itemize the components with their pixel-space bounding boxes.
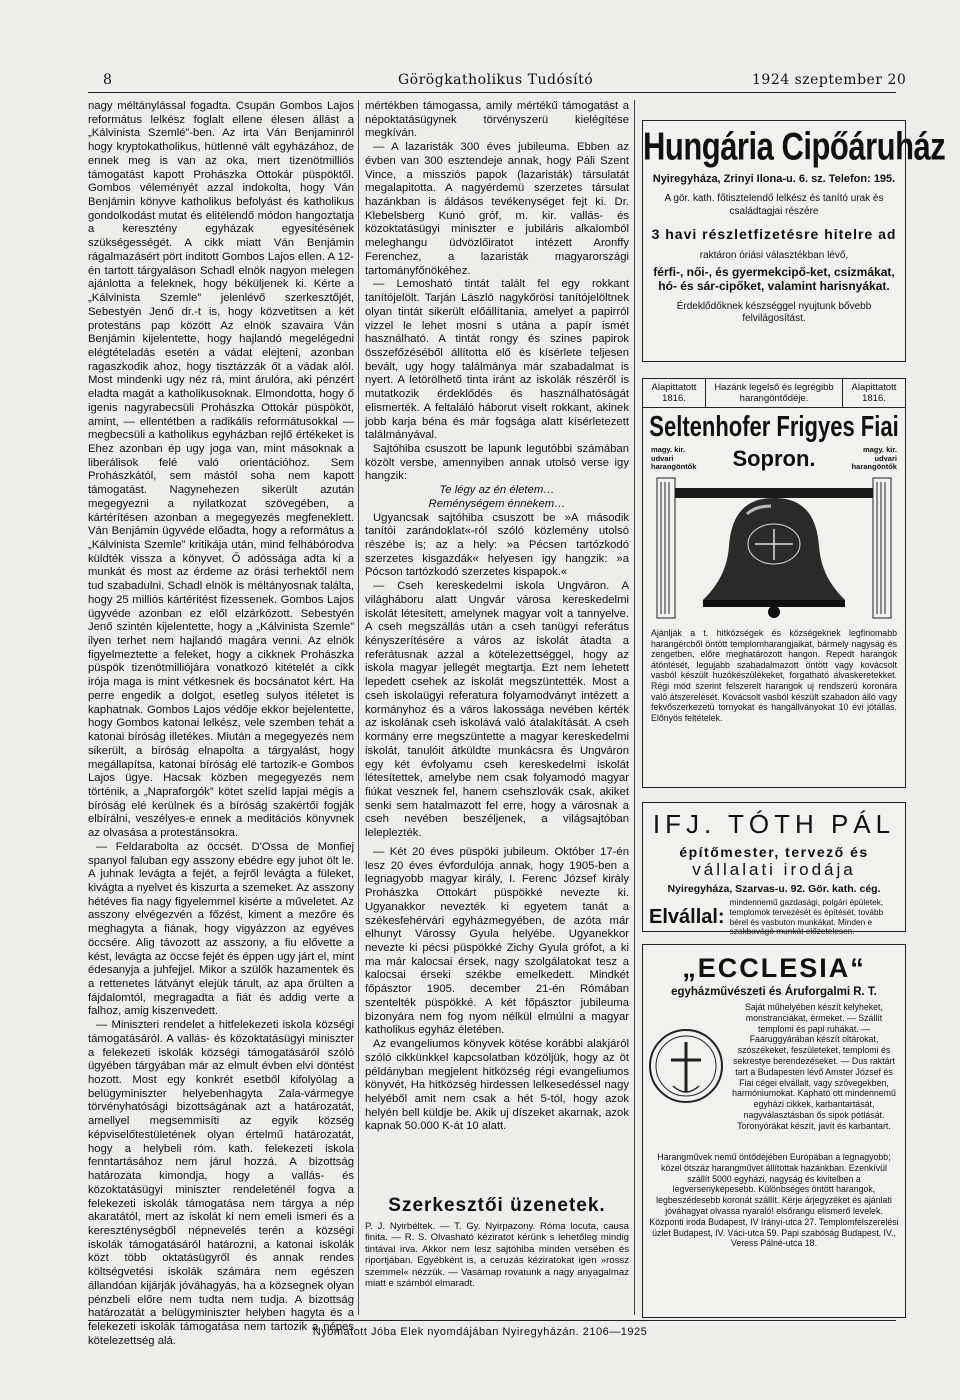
ad-text: Saját műhelyében készít kelyheket, monstranciákat, érmeket. — Szállít templomi és papi ruhákat. — Faáruggyárában készít oltárokat, szószékeket, feszületeket, templomi és sekrestye berendezéseket. — Dus raktárt tart a Budapesten lévő Amster József és Fiai cégei elvállalt, vagy szövegekben, harmóniumokat. Kapható ott mindennemű egyházi cikkek, karbantartását, nagyválasztásban ős sipok pótlását. Toronyórákat készít, javít és karbantart.	[732, 1002, 896, 1131]
article-paragraph: Ugyancsak sajtóhiba csuszott be »A második tanítói zarándoklat«-ról szóló közlemény utolsó részébe is; az a hely: »a Pécsen tartózkodó szerzetes kisgazdák« helyesen igy hangzik: »a Pócson tartózkodó szerzetes kispapok.«	[365, 511, 629, 579]
ad-profession: építőmester, tervező és	[679, 844, 869, 860]
editorial-title: Szerkesztői üzenetek.	[388, 1195, 606, 1216]
article-column-1	[88, 100, 354, 1347]
ad-seltenhofer-bell-foundry	[642, 378, 906, 788]
article-paragraph: nagy méltánylással fogadta. Csupán Gombos Lajos református lelkész foglalt ellene élesen állást a „Kálvinista Szemlé”-ben. Az irta Ván Benjaminról hogy kryptokatholikus, hütlenné vált egyházához, de ennek meg is van az oka, mert tizenötmilliós támogatást kapott Prohászka Ottokár püspöktől. Gombos véleményét azzal indokolta, hogy Ván Benjámin könyve katholikus befolyást és katholikus gondolkodást mutat és elitélendő módon hangoztatja a keresztény egyházak egyesitésének szükségességét. A cikk miatt Ván Benjámin rágalmazásért pört inditott Gombos Lajos ellen. A 12-én tartott tárgyaláson Schadl elnök nagyon melegen ajánlotta a feleknek, hogy béküljenek ki. Kérte a „Kálvinista Szemle” jelenlévő szerkesztőjét, Sebestyén Jenő dr.-t is, hogy közvetitsen a két protestáns pap között Az elnök szavaira Ván Benjámin kijelentette, hogy hajlandó megelégedni elégtételadás esetén a vádat elejteni, azonban ragaszkodik ahoz, hogy tisztázzák őt a vádak alól. Most mindenki ugy néz rá, mint árulóra, aki pénzért eladta magát a katholikusoknak. Elmondotta, hogy ő igenis nagyrabecsüli Prohászka Ottokár püspököt, amint, — ellentétben a radikális reformátusokkal — megbecsüli a katholikus egyházban rejlő értékeket is Ehez azonban ép ugy joga van, mint másoknak a liberálisok felé való orientációhoz. Sem Prohászkától, sem mástól soha nem kapott támogatást. Nagynehezen sikerült azután megegyezni a nyilatkozat szövegében, a kártérítésen azonban a megegyezés megfeneklett. Ván Benjámin ügyvéde előadta, hogy a református a „Kálvinista Szemle” kritikája után, mind felhábórodva küldték vissza a könyvet. Ő adóssága adta ki a munkát és most az érdeme az örási terhektől nem tud szabadulni. Schadl elnök is méltányosnak találta, hogy 25 milliós kártéritést fizessenek. Gombos Lajos ügyvéde azonban ez elől elzárkózott. Sebestyén Jenő szintén kijelentette, hogy a „Kálvinista Szemle” ilyen terhet nem hajlandó magára venni. Az elnök figyelmeztette a feleket, hogy a cikknek Prohászka püspök tizenötmilliójára vonatkozó kitételét a cikk irója maga is mint vétkesnek és bocsánatot kért. Ha perre engedik a dolgot, esetleg sulyos itéletet is kaphatnak. Gombos Lajos védője ekkor bejelentette, hogy Gombos katonai lelkész, vele szemben tehát a katonai bíróság illetékes. Miután a megegyezés nem sikerült, a bíróság elnapolta a tárgyalást, hogy megállapítsa, katonai bíróság elé tartozik-e Gombos Lajos ügye. Hacsak közben megegyezés nem történik, a „Napraforgók” kötet szelíd lapjai mégis a bíróság elé kerülnek és a bíróság szakértői fogják elbírálni, veszélyes-e ennek a meditációs könyvnek az olvasása a protestánsokra.	[88, 100, 354, 840]
article-column-2-lower	[365, 846, 629, 1168]
ad-office: vállalati irodája	[692, 860, 856, 879]
poem-line: Reménységem énnekem…	[428, 497, 566, 510]
ad-ecclesia	[642, 944, 906, 1318]
bell-illustration	[643, 474, 905, 624]
editorial-text: P. J. Nyirbéltek. — T. Gy. Nyirpazony. Róma locuta, causa finita. — R. S. Olvasható kéziratot kérünk s lehetőleg mindig tintával irva. Akkor nem lesz sajtóhiba minden versében és riportjában. Egyébként is, a ceruzás kéziratokat igen »rossz szemmel« nézzük. — Vasárnap rovatunk a nagy anyagalmaz miatt e számból elmaradt.	[365, 1221, 629, 1290]
ad-vallal-label: Elvállal:	[649, 906, 725, 929]
ecclesia-emblem	[643, 1002, 729, 1152]
printer-imprint: Nyomatott Jóba Elek nyomdájában Nyiregyházán. 2106—1925	[312, 1326, 648, 1338]
footer-rule	[88, 1320, 896, 1321]
ad-text: A gör. kath. főtisztelendő lelkész és tanító urak és családtagjai részére	[664, 193, 884, 217]
ad-store-address: Nyiregyháza, Zrinyi Ilona-u. 6. sz. Telefon: 195.	[652, 173, 896, 185]
editorial-notes	[365, 1195, 629, 1315]
column-divider	[358, 100, 359, 1315]
article-paragraph: — Lemosható tintát talált fel egy rokkant tanítójelölt. Tarján László nagykőrösi tanítójelöltnek olyan tintát sikerült előállítania, amelyet a papirról vizzel le lehet mosni s utána a papír ismét használható. A tintát rongy és szines papirok összefőzéséből állítottа elő és kísérlete teljesen bevált, ugy hogy találmánya már szabadalmat is nyert. A letörölhető tinta iránt az iskolák részéről is mutatkozik érdeklődés és használhatóságát elismerték. A feltaláló háborut viselt rokkant, akinek jobb karja béna és már fogsága alatt kísérletezett találmányával.	[365, 278, 629, 442]
column-divider	[634, 100, 635, 1315]
ad-highlight: 3 havi részletfizetésre hitelre ad	[651, 226, 897, 242]
page-number: 8	[103, 72, 113, 88]
poem-line: Te légy az én életem…	[439, 484, 555, 497]
ad-foundry-name: Seltenhofer Frigyes Fiai	[649, 410, 899, 443]
ad-ecclesia-name: „ECCLESIA“	[682, 953, 866, 983]
ad-slogan: Hazánk legelső és legrégibb harangöntődéje.	[706, 379, 843, 407]
article-column-2	[365, 100, 629, 842]
publication-title: Görögkatholikus Tudósító	[398, 72, 594, 88]
ad-text: Harangművek nemű öntődéjében Európában a legnagyobb; közel ötszáz harangművet állítottak hazánkban. Ezenkívül szállít 5000 egyházi, nagyság és kivitelben a legversenyképesebb. Különbséges öntött harangok, legbeszédesebb koronát szállít. Kérje árjegyzéket és ajánlati jóváhagyat olvassa nyaraló! elsőrangu elismerő levelek. Központi iroda Budapest, IV Irányi-utca 27. Templomfelszerelési üzlet Budapest, IV. Váci-utca 59. Papi szabóság Budapest, IV., Veress Pálné-utca 18.	[649, 1152, 899, 1249]
article-paragraph: — Miniszteri rendelet a hitfelekezeti iskola községi támogatásáról. A vallás- és közoktatásügyi miniszter a felekezeti iskolák községi támogatásáról szóló ügyében tárgyában már az elmult évben elvi döntést hozott. Most egy konkrét esetből kifolyólag a belügyminiszter helyebenhagyta Zala-vármegye törvényhatósági bizottságának azt a határozatát, amellyel megsemmisíti az egyik község képviselőtestületének olyan értelmű határozatát, hogy a helybeli róm. kath. felekezeti iskola fenntartásához nem járul hozzá. A bizottság határozata kimondja, hogy a vallás- és közoktatásügyi miniszter rendeleténél fogva a felekezeti iskolák támogatása nem tárgya a nép akaratától, mert az iskolát ki nem emeli ismeri és a kereszténységből népnevelés terén a községi iskolák támogatásáról határozni, a katonai iskolák közt több oktatásügyről és annak rendes költségvetési iskolák számára nem egészen állandóan kijárják jóváhagyás, ha a közsegnek olyan pénzbeli előre nem tudta nem tudja. A bizottság határozatát a belügyminiszter helyben hagyta és a felekezeti iskolák támogatása nem tartozik a népes kötelezettség alá.	[88, 1019, 354, 1347]
ad-text: raktáron óriási választékban lévő,	[699, 250, 849, 261]
header-rule	[88, 92, 896, 93]
ad-address: Nyiregyháza, Szarvas-u. 92. Gör. kath. cég.	[667, 883, 881, 895]
article-paragraph: mértékben támogassa, amily mértékű támogatást a népoktatásügynek törvényszerü kielégítése megkíván.	[365, 100, 629, 140]
ad-city: Sopron.	[732, 446, 816, 471]
ad-hungaria-shoe-store	[642, 120, 946, 362]
article-paragraph: — A lazaristák 300 éves jubileuma. Ebben az évben van 300 esztendeje annak, hogy Páli Szent Vince, a missziós papok (lazaristák) társulatát megalapitotta. A nagyérdemü szerzetes társulat hazánkban is áldásos tevékenységet fejt ki. Dr. Klebelsberg Kunó gróf, m. kir. vallás- és közoktatásügyi miniszter e jubiláris alkalomból meleghangu üdvözlőiratot intézett Aronffy Ferenchez, a lazaristák magyarországi tartományfőnökéhez.	[365, 141, 629, 277]
ad-court-tag: magy. kir. udvari harangöntők	[651, 445, 697, 472]
article-paragraph: — Feldarabolta az öccsét. D'Ossa de Monfiej spanyol faluban egy asszony ebédre egy juhot ölt le. A juhnak levágta a fejét, a fejről levágta a füleket, kivágta a nyelvet és kiszurta a szemeket. Az asszony hétéves fia nagy figyelemmel kisérte a műveletet. Az asszony elvégezvén a főzést, kiment a mezőre és meghagyta a fiának, hogy vigyázzon az egyéves öccsére. Alig távozott az asszony, a fiu elővette a kést, levágta az öccse fejét és éppen ugy járt el, mint édesanyja a juhfejjel. Mikor a szülők hazamentek és a rettenetes látványt elejük tárult, az apa őrülten a fájdalomtól, megragadta a fiát és addig verte a falhoz, amig kiszenvedett.	[88, 840, 354, 1018]
article-paragraph: Az evangeliumos könyvek kötése korábbi alakjáról szóló cikkünkkel kapcsolatban közöljük, hogy az öt példányban megjelent hitközség régi evangeliumos könyvét, Ha hitközség hirdessen lelkesedéssel nagy helyéből amit nem csak a hét 5-tól, hogy azok helyén bell küldje be. Akik uj díszeket akarnak, azok kapnak 50.000 K-át 10 alatt.	[365, 1038, 629, 1133]
page-header	[0, 72, 960, 94]
ad-text: Érdeklődőknek készséggel nyujtunk bővebb felvilágosítást.	[676, 300, 872, 324]
ad-text: férfi-, női-, és gyermekcipő-ket, csizmákat, hó- és sár-cipőket, valamint harisnyákat.	[653, 264, 895, 293]
ad-store-name: Hungária Cipőáruház	[643, 124, 946, 169]
ad-established-right: Alapittatott 1816.	[851, 382, 897, 404]
ad-established-left: Alapittatott 1816.	[643, 379, 706, 407]
article-paragraph: Sajtóhiba csuszott be lapunk legutóbbi számában közölt versbe, amennyiben annak utolsó verse igy hangzik:	[365, 442, 629, 483]
ad-builder-name: IFJ. TÓTH PÁL	[652, 809, 896, 839]
ad-toth-pal-builder	[642, 802, 906, 937]
article-paragraph: — Két 20 éves püspöki jubileum. Október 17-én lesz 20 éves évfordulója annak, hogy 1905-ben a legnagyobb magyar király, I. Ferenc József király Prohászka Ottokárt püspökké nevezte ki. Ugyanakkor nevezték ki egyetem tanát a székesfehérvári egyházmegyében, de azóta már elhunyt Várossy Gyula helyébe. Ugyanekkor nevezte ki pécsi püspökké Zichy Gyula grófot, a ki ma már kalocsai érsek, nagy szolgálatokat tesz a kalocsai érseki székbe emelkedett. Mindkét főpásztor 1905. december 21-én Rómában szentelték püspökké. A két főpásztor jubileuma bizonyára nem fog nyom nélkül elmúlni a magyar katholikus egyház életében.	[365, 846, 629, 1037]
article-paragraph: — Cseh kereskedelmi iskola Ungváron. A világháboru alatt Ungvár városa kereskedelmi iskolát létesitett, amelynek magyar volt a tannyelve. A cseh megszállás után a cseh tanügyi referátus kényszerítésére a város az iskolát átadta a referátusnak azzal a kötelezettséggel, hogy az iskola magyar jellegét megtartja. Ezt nem lehetett lepedett csehek az iskolát megszüntették. Most a cseh iskolaügyi referatura folyamodványt intézett a kormányhoz és a város lakossága nevében kérték az iskolának cseh iskolává való átalakítását. A cseh kormány erre megszüntette a magyar kereskedelmi iskolát, tanulóit átküldte munkácsra és Ungváron egy két évfolyamu cseh kereskedelmi iskolát létesítettek, amelybe nem csak folyamodó magyar fiúkat vesznek fel, hanem csehszlovák csak, akiket senki sem hatalmazott fel erre, hogy a városnak a cseh nevében beszéljenek, a világsajtóban leleplezték.	[365, 580, 629, 840]
ad-court-tag: magy. kir. udvari harangöntők	[851, 445, 897, 472]
ad-text: mindennemű gazdasági, polgári épületek, templomok tervezését és építését, tovább bérel és vasbuton munkákat. Minden e szakbavágó munkát előzetelesen.	[729, 897, 884, 937]
ad-ecclesia-subtitle: egyházművészeti és Áruforgalmi R. T.	[671, 986, 877, 998]
ad-text: Ajánlják a t. hitközségek és községeknek legfinomabb harangércből öntött templomharangjaikat, bármely nagyság és zengetben, előre meghatározott hangon. Repedt harangok átöntését, legujabb szabadalmazott öntött vagy kovácsolt vasból készült huzókészülékeket, forgatható álvaskeretekket. Régi mód szerint felszerelt harangok uj rendszerü koronára való átszerelését. Kovácsolt vasból készült szabadon álló vagy fekvőszerkezetü tornyokat és hangállványokat 10 évi jótállás. Előnyös feltételek.	[651, 628, 897, 723]
issue-date: 1924 szeptember 20	[752, 72, 907, 88]
